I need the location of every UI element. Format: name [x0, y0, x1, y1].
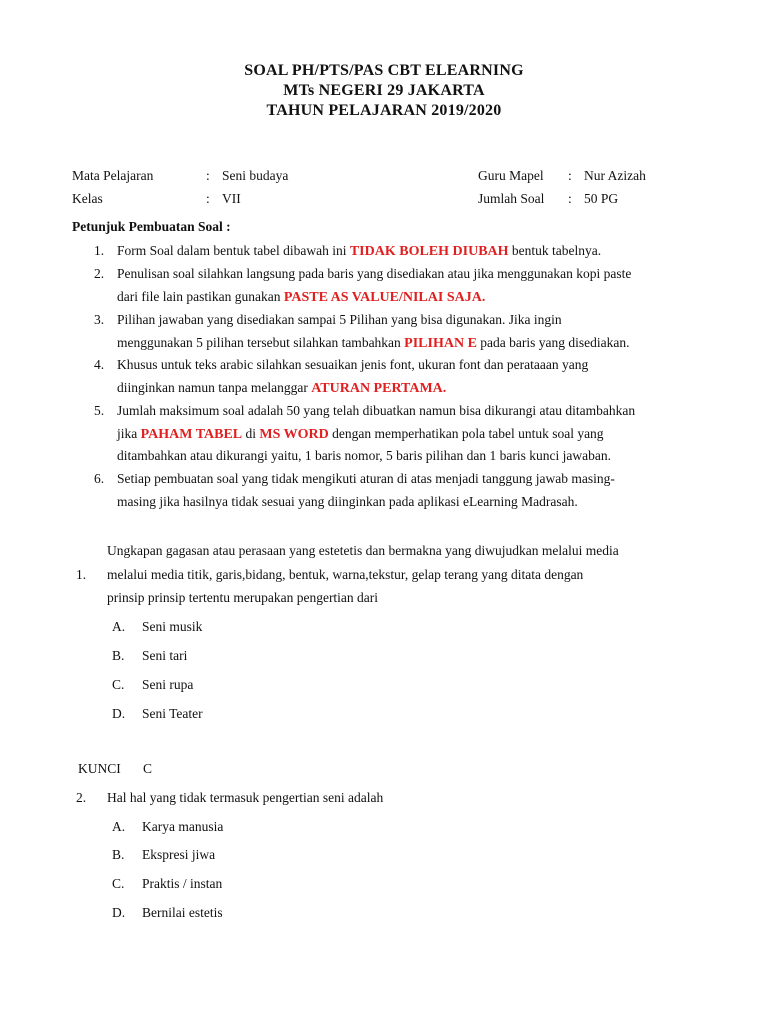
option-text: Seni Teater — [142, 706, 203, 721]
kunci-label: KUNCI — [78, 761, 121, 776]
instruction-number: 6. — [94, 471, 105, 486]
question-text-line: Ungkapan gagasan atau perasaan yang estetetis dan bermakna yang diwujudkan melalui media — [107, 543, 619, 558]
option-letter: C. — [112, 876, 125, 891]
instructions-heading: Petunjuk Pembuatan Soal : — [72, 219, 231, 234]
mapel-value: Seni budaya — [222, 168, 289, 183]
doc-title-line2: MTs NEGERI 29 JAKARTA — [283, 82, 485, 99]
doc-title-line1: SOAL PH/PTS/PAS CBT ELEARNING — [244, 62, 524, 79]
instruction-text: diinginkan namun tanpa melanggar — [117, 379, 312, 395]
option-text: Seni tari — [142, 648, 188, 663]
instruction-line — [117, 243, 601, 260]
instruction-line — [117, 426, 604, 443]
instruction-number: 4. — [94, 357, 105, 372]
instruction-line — [117, 494, 578, 510]
instruction-text: Penulisan soal silahkan langsung pada baris yang disediakan atau jika menggunakan kopi paste — [117, 266, 632, 281]
jumlah-value: 50 PG — [584, 191, 619, 206]
kunci-value: C — [143, 761, 153, 776]
instruction-text: dengan memperhatikan pola tabel untuk soal yang — [328, 425, 604, 441]
instruction-line — [117, 380, 446, 397]
instruction-line — [117, 403, 635, 419]
question-text-line: Hal hal yang tidak termasuk pengertian seni adalah — [107, 790, 384, 805]
instruction-line — [117, 312, 562, 328]
instruction-line — [117, 335, 629, 352]
option-letter: A. — [112, 619, 126, 634]
instruction-text: Pilihan jawaban yang disediakan sampai 5 Pilihan yang bisa digunakan. Jika ingin — [117, 312, 562, 327]
instruction-emphasis: ATURAN PERTAMA. — [311, 380, 447, 396]
instruction-line — [117, 289, 485, 306]
jumlah-label: Jumlah Soal — [478, 191, 545, 206]
instruction-text: masing jika hasilnya tidak sesuai yang diinginkan pada aplikasi eLearning Madrasah. — [117, 493, 578, 509]
instruction-emphasis: PAHAM TABEL — [140, 426, 243, 442]
kelas-value: VII — [222, 191, 241, 206]
option-text: Karya manusia — [142, 819, 224, 834]
option-letter: B. — [112, 648, 125, 663]
kelas-separator: : — [206, 191, 210, 206]
option-letter: B. — [112, 847, 125, 862]
instruction-line — [117, 471, 615, 487]
option-text: Praktis / instan — [142, 876, 223, 891]
option-text: Ekspresi jiwa — [142, 847, 216, 862]
instruction-line — [117, 448, 611, 464]
instruction-text: Jumlah maksimum soal adalah 50 yang telah dibuatkan namun bisa dikurangi atau ditambahkan — [117, 403, 636, 418]
instruction-number: 2. — [94, 266, 105, 281]
instruction-line — [117, 266, 631, 282]
option-text: Seni rupa — [142, 677, 194, 692]
question-text-line: prinsip prinsip tertentu merupakan pengertian dari — [107, 590, 379, 605]
instruction-number: 1. — [94, 243, 105, 258]
option-letter: D. — [112, 706, 126, 721]
instruction-emphasis: PASTE AS VALUE/NILAI SAJA. — [283, 289, 486, 305]
instruction-text: ditambahkan atau dikurangi yaitu, 1 baris nomor, 5 baris pilihan dan 1 baris kunci jawaban. — [117, 448, 611, 464]
guru-separator: : — [568, 168, 572, 183]
question-number: 1. — [76, 567, 87, 582]
instruction-text: menggunakan 5 pilihan tersebut silahkan tambahkan — [117, 334, 405, 350]
instruction-emphasis: PILIHAN E — [404, 335, 477, 351]
option-letter: D. — [112, 905, 126, 920]
instruction-number: 5. — [94, 403, 105, 418]
instruction-text: Form Soal dalam bentuk tabel dibawah ini — [117, 243, 350, 258]
instruction-text: dari file lain pastikan gunakan — [117, 288, 284, 304]
instruction-text: jika — [117, 425, 141, 441]
option-letter: C. — [112, 677, 125, 692]
instruction-emphasis: TIDAK BOLEH DIUBAH — [349, 244, 509, 259]
instruction-line — [117, 357, 588, 373]
option-text: Bernilai estetis — [142, 905, 223, 920]
kelas-label: Kelas — [72, 191, 103, 206]
instruction-emphasis: MS WORD — [259, 426, 329, 442]
mapel-separator: : — [206, 168, 210, 183]
instruction-text: Khusus untuk teks arabic silahkan sesuaikan jenis font, ukuran font dan perataaan yang — [117, 357, 589, 372]
doc-title-line3: TAHUN PELAJARAN 2019/2020 — [266, 102, 502, 119]
option-letter: A. — [112, 819, 126, 834]
instruction-text: di — [242, 425, 260, 441]
jumlah-separator: : — [568, 191, 572, 206]
question-number: 2. — [76, 790, 87, 805]
guru-label: Guru Mapel — [478, 168, 544, 183]
question-text-line: melalui media titik, garis,bidang, bentuk, warna,tekstur, gelap terang yang ditata dengan — [107, 567, 584, 582]
instruction-text: pada baris yang disediakan. — [476, 334, 630, 350]
guru-value: Nur Azizah — [584, 168, 646, 183]
mapel-label: Mata Pelajaran — [72, 168, 154, 183]
option-text: Seni musik — [142, 619, 203, 634]
instruction-text: bentuk tabelnya. — [508, 243, 602, 258]
instruction-text: Setiap pembuatan soal yang tidak mengikuti aturan di atas menjadi tanggung jawab masing- — [117, 471, 615, 486]
instruction-number: 3. — [94, 312, 105, 327]
